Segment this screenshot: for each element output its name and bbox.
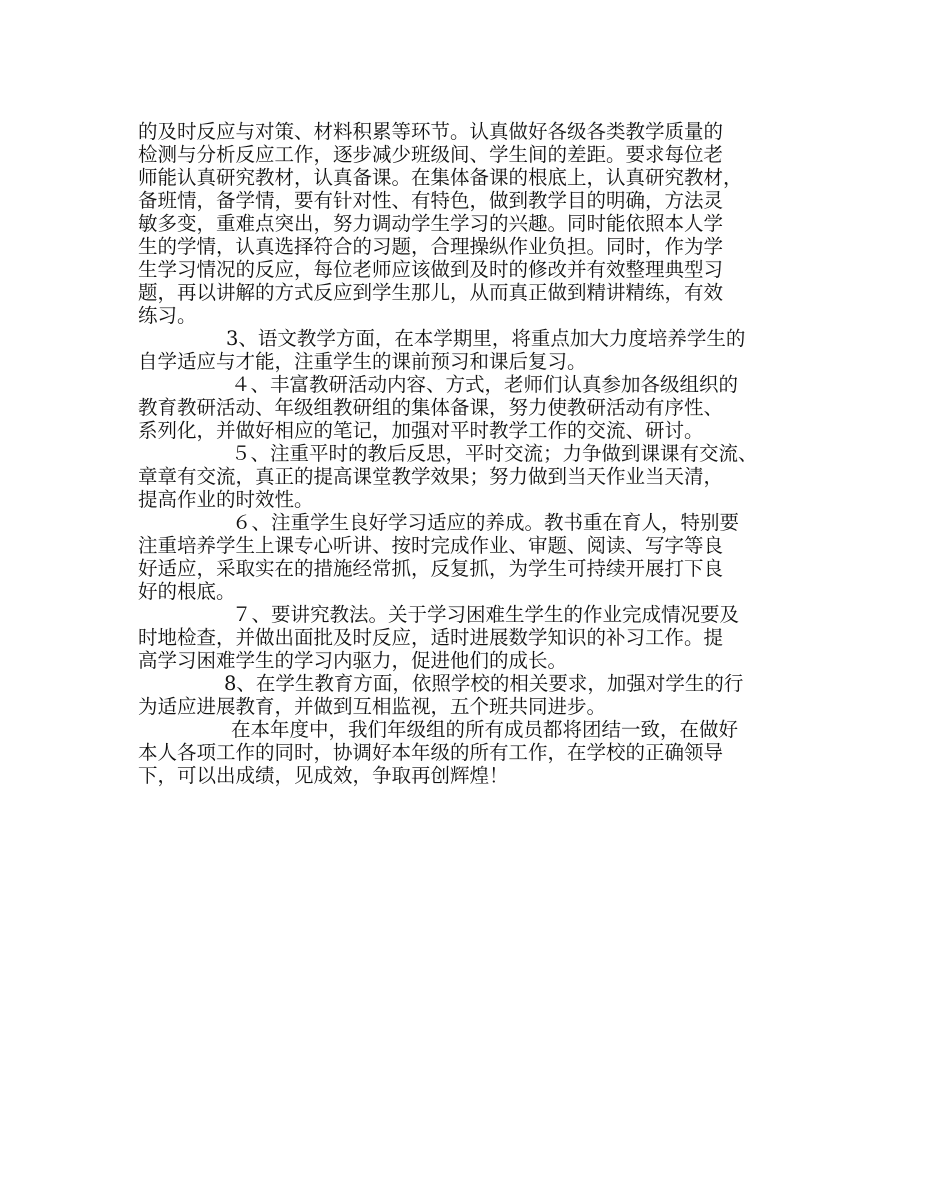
paragraph-item-8 (138, 672, 828, 718)
text-line: 练习。 (138, 304, 197, 327)
text-line: 系列化，并做好相应的笔记，加强对平时教学工作的交流、研讨。 (138, 419, 704, 442)
text-line: 好适应，采取实在的措施经常抓，反复抓，为学生可持续开展打下良 (138, 557, 724, 580)
text-line: ５、注重平时的教后反思，平时交流；力争做到课课有交流、 (231, 442, 758, 465)
text-line: 章章有交流，真正的提高课堂教学效果；努力做到当天作业当天清， (138, 465, 724, 488)
text-line: 在本年度中，我们年级组的所有成员都将团结一致，在做好 (231, 718, 739, 741)
document-body (138, 120, 828, 787)
text-line: 备班情，备学情，要有针对性、有特色，做到教学目的明确，方法灵 (138, 189, 724, 212)
text-line: 3、语文教学方面，在本学期里，将重点加大力度培养学生的 (226, 327, 746, 350)
paragraph-teaching-quality (138, 120, 828, 327)
text-line: 提高作业的时效性。 (138, 488, 314, 511)
text-line: 生学习情况的反应，每位老师应该做到及时的修改并有效整理典型习 (138, 258, 724, 281)
text-line: 的及时反应与对策、材料积累等环节。认真做好各级各类教学质量的 (138, 120, 724, 143)
paragraph-item-7 (138, 603, 828, 672)
text-line: ７、要讲究教法。关于学习困难生学生的作业完成情况要及 (232, 603, 740, 626)
text-line: 注重培养学生上课专心听讲、按时完成作业、审题、阅读、写字等良 (138, 534, 724, 557)
text-line: 本人各项工作的同时，协调好本年级的所有工作，在学校的正确领导 (138, 741, 724, 764)
text-line: 检测与分析反应工作，逐步减少班级间、学生间的差距。要求每位老 (138, 143, 724, 166)
paragraph-item-3 (138, 327, 828, 373)
paragraph-item-6 (138, 511, 828, 603)
text-line: 时地检查，并做出面批及时反应，适时进展数学知识的补习工作。提 (138, 626, 724, 649)
text-line: ４、丰富教研活动内容、方式，老师们认真参加各级组织的 (231, 373, 739, 396)
text-line: 高学习困难学生的学习内驱力，促进他们的成长。 (138, 649, 568, 672)
paragraph-item-5 (138, 442, 828, 511)
text-line: 题，再以讲解的方式反应到学生那儿，从而真正做到精讲精练，有效 (138, 281, 724, 304)
paragraph-item-4 (138, 373, 828, 442)
text-line: 敏多变，重难点突出，努力调动学生学习的兴趣。同时能依照本人学 (138, 212, 724, 235)
text-line: 好的根底。 (138, 580, 236, 603)
text-line: ６、注重学生良好学习适应的养成。教书重在育人，特别要 (232, 511, 740, 534)
text-line: 下，可以出成绩，见成效，争取再创辉煌！ (138, 764, 509, 787)
paragraph-closing (138, 718, 828, 787)
text-line: 生的学情，认真选择符合的习题，合理操纵作业负担。同时，作为学 (138, 235, 724, 258)
text-line: 为适应进展教育，并做到互相监视，五个班共同进步。 (138, 695, 607, 718)
text-line: 8、在学生教育方面，依照学校的相关要求，加强对学生的行 (224, 672, 744, 695)
text-line: 教育教研活动、年级组教研组的集体备课，努力使教研活动有序性、 (138, 396, 724, 419)
text-line: 自学适应与才能，注重学生的课前预习和课后复习。 (138, 350, 587, 373)
text-line: 师能认真研究教材，认真备课。在集体备课的根底上，认真研究教材， (138, 166, 743, 189)
